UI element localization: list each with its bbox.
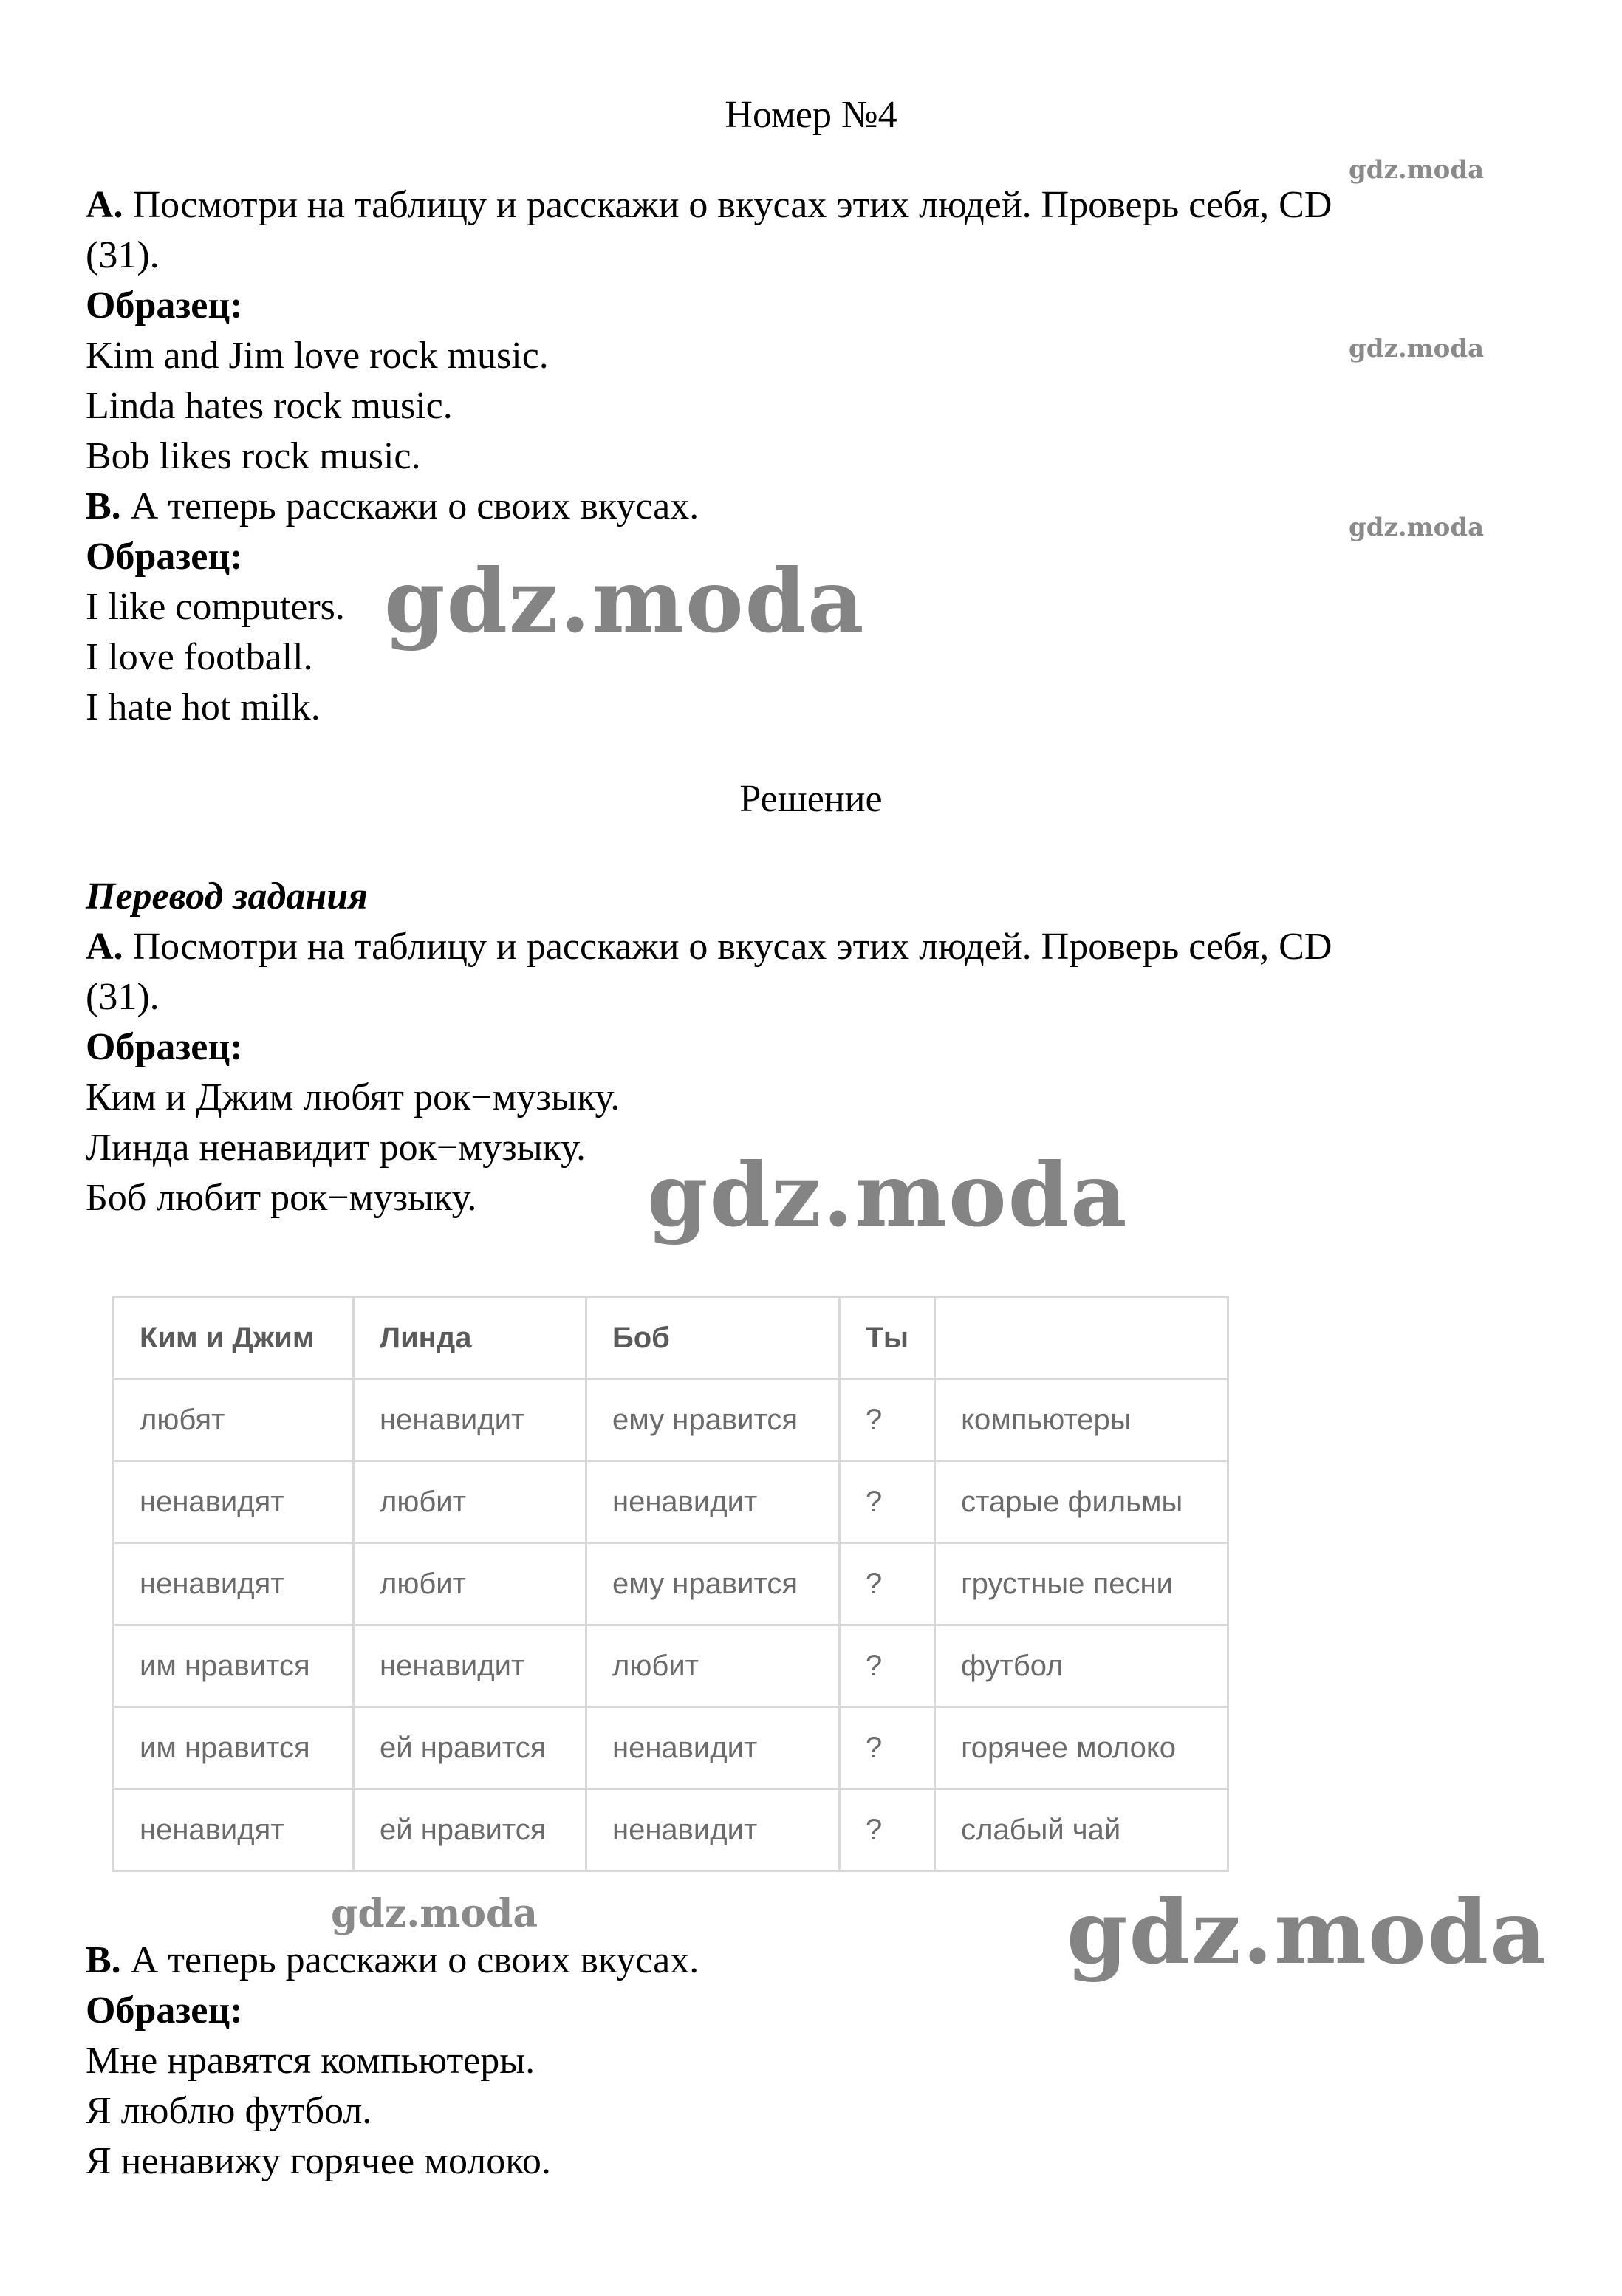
table-cell: горячее молоко <box>935 1707 1228 1789</box>
sample-label: Образец: <box>86 284 243 327</box>
table-row <box>114 1461 1228 1543</box>
sample2-label: Образец: <box>86 536 243 578</box>
table-cell: любят <box>114 1379 354 1461</box>
watermark: gdz.moda <box>1349 155 1485 185</box>
translation-label: Перевод задания <box>86 875 368 918</box>
table-cell: компьютеры <box>935 1379 1228 1461</box>
page-title: Номер №4 <box>725 94 897 136</box>
table-header-cell: Ким и Джим <box>114 1297 354 1379</box>
solution-sample2-label: Образец: <box>86 1989 243 2032</box>
table-cell: футбол <box>935 1625 1228 1707</box>
table-cell: ? <box>840 1789 935 1871</box>
table-cell: ей нравится <box>354 1789 586 1871</box>
table-cell: ненавидят <box>114 1789 354 1871</box>
table-cell: любит <box>354 1543 586 1625</box>
sample2-line: I like computers. <box>86 586 345 628</box>
table-cell: ? <box>840 1625 935 1707</box>
table-header-cell: Линда <box>354 1297 586 1379</box>
solution-title: Решение <box>739 778 883 820</box>
table-cell: ? <box>840 1707 935 1789</box>
tastes-table <box>112 1296 1229 1872</box>
table-cell: ненавидит <box>586 1789 840 1871</box>
table-row <box>114 1379 1228 1461</box>
table-cell: ненавидят <box>114 1461 354 1543</box>
table-cell: ненавидит <box>354 1379 586 1461</box>
table-header-cell: Ты <box>840 1297 935 1379</box>
table-row <box>114 1625 1228 1707</box>
solution-sample-line: Линда ненавидит рок−музыку. <box>86 1127 586 1169</box>
table-header-row <box>114 1297 1228 1379</box>
solution-b: B. А теперь расскажи о своих вкусах. <box>86 1939 699 1981</box>
solution-a-cont: (31). <box>86 976 160 1018</box>
table-header-cell: Боб <box>586 1297 840 1379</box>
table-header-cell <box>935 1297 1228 1379</box>
solution-a: A. Посмотри на таблицу и расскажи о вкусах этих людей. Проверь себя, CD <box>86 926 1332 968</box>
task-a: A. Посмотри на таблицу и расскажи о вкусах этих людей. Проверь себя, CD <box>86 184 1332 226</box>
task-b: B. А теперь расскажи о своих вкусах. <box>86 485 699 527</box>
task-a-cont: (31). <box>86 234 160 276</box>
watermark: gdz.moda <box>1349 513 1485 542</box>
table-cell: слабый чай <box>935 1789 1228 1871</box>
table-cell: любит <box>354 1461 586 1543</box>
sample-line: Bob likes rock music. <box>86 435 421 477</box>
solution-sample-line: Ким и Джим любят рок−музыку. <box>86 1076 620 1118</box>
solution-sample2-line: Мне нравятся компьютеры. <box>86 2040 535 2082</box>
table-row <box>114 1789 1228 1871</box>
table-cell: ненавидит <box>586 1461 840 1543</box>
sample2-line: I love football. <box>86 636 313 678</box>
table-row <box>114 1707 1228 1789</box>
table-cell: ему нравится <box>586 1379 840 1461</box>
sample2-line: I hate hot milk. <box>86 686 321 728</box>
table-cell: им нравится <box>114 1625 354 1707</box>
table-cell: любит <box>586 1625 840 1707</box>
table-row <box>114 1543 1228 1625</box>
table-cell: ненавидит <box>354 1625 586 1707</box>
table-cell: ? <box>840 1379 935 1461</box>
table-cell: ненавидят <box>114 1543 354 1625</box>
watermark: gdz.moda <box>331 1891 538 1936</box>
solution-sample-line: Боб любит рок−музыку. <box>86 1177 477 1219</box>
table-cell: ему нравится <box>586 1543 840 1625</box>
sample-line: Kim and Jim love rock music. <box>86 335 549 377</box>
watermark: gdz.moda <box>1349 334 1485 363</box>
solution-sample2-line: Я ненавижу горячее молоко. <box>86 2140 551 2182</box>
watermark: gdz.moda <box>647 1144 1129 1246</box>
solution-sample2-line: Я люблю футбол. <box>86 2090 372 2132</box>
table-cell: ненавидит <box>586 1707 840 1789</box>
watermark: gdz.moda <box>384 550 866 652</box>
table-cell: ей нравится <box>354 1707 586 1789</box>
table-cell: старые фильмы <box>935 1461 1228 1543</box>
table-cell: ? <box>840 1461 935 1543</box>
solution-sample-label: Образец: <box>86 1026 243 1068</box>
watermark: gdz.moda <box>1067 1881 1548 1984</box>
table-cell: им нравится <box>114 1707 354 1789</box>
table-cell: ? <box>840 1543 935 1625</box>
table-cell: грустные песни <box>935 1543 1228 1625</box>
sample-line: Linda hates rock music. <box>86 385 453 427</box>
